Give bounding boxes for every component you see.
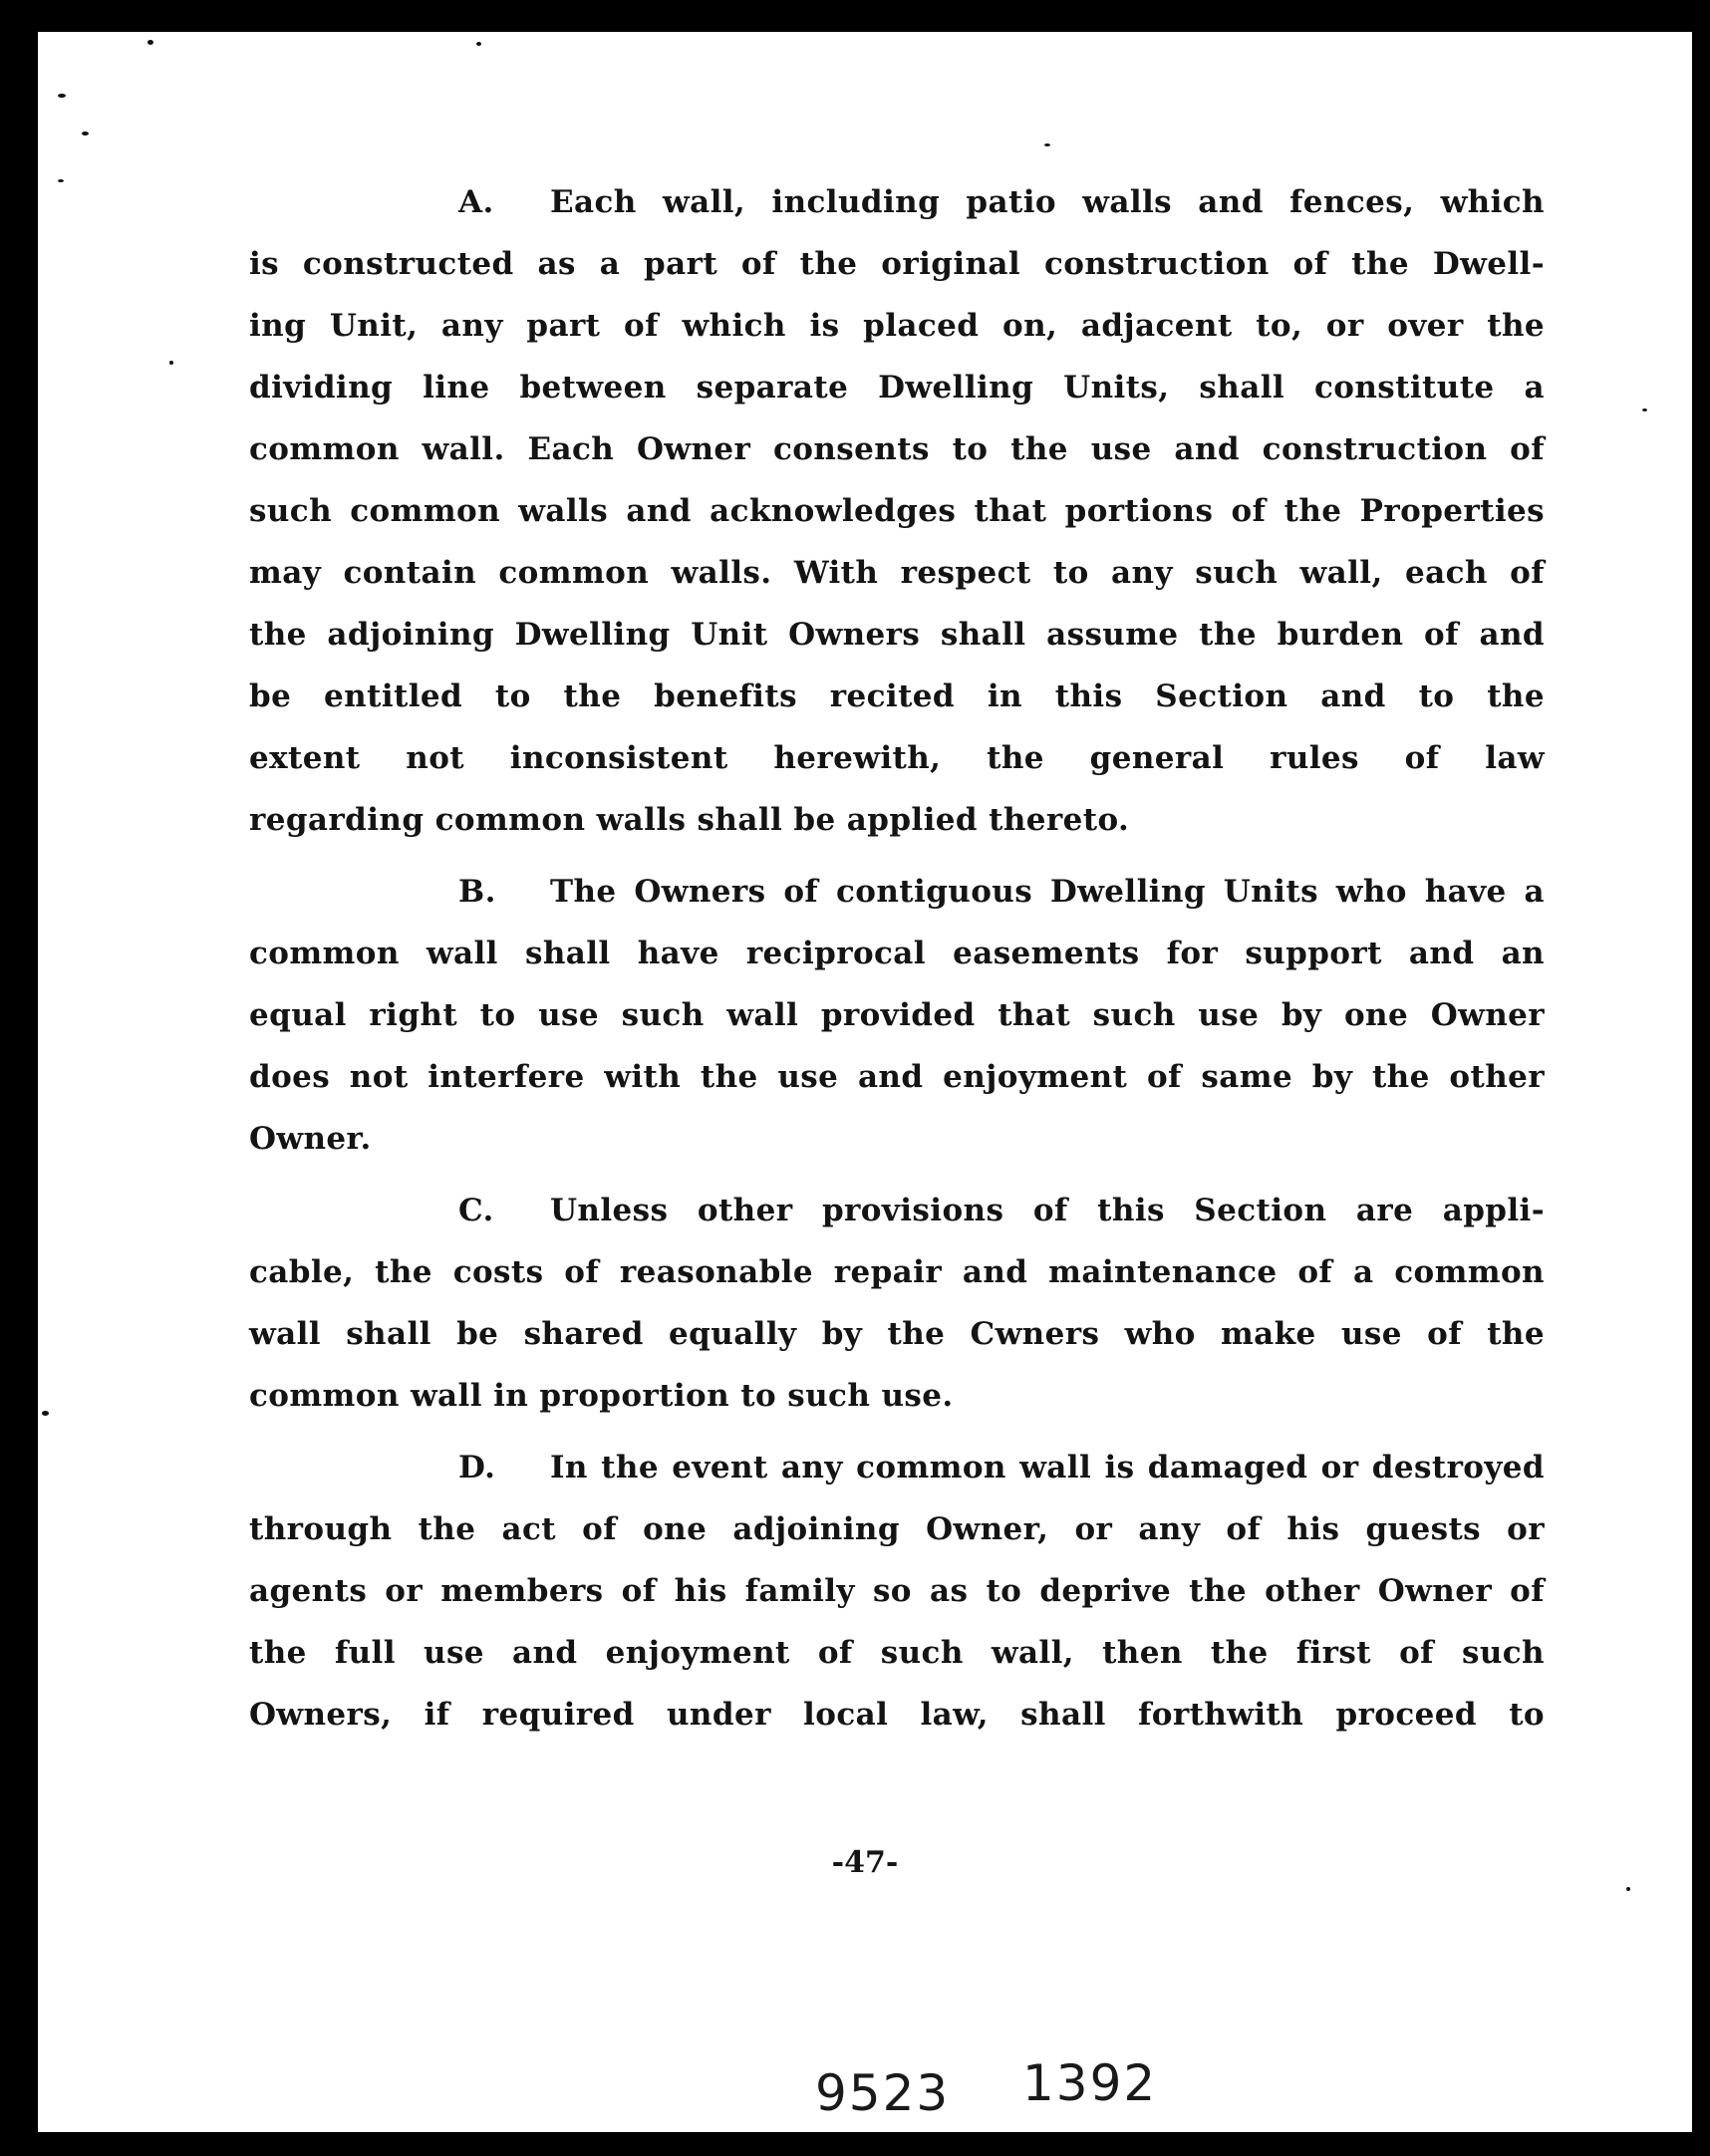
document-body <box>249 171 1545 1755</box>
paragraph-line: regarding common walls shall be applied thereto. <box>249 802 1130 838</box>
paragraph-line: may contain common walls. With respect to any such wall, each of <box>249 555 1545 591</box>
paragraph-line: the adjoining Dwelling Unit Owners shall assume the burden of and <box>249 617 1545 653</box>
paragraph-marker: D. <box>458 1450 496 1485</box>
recording-stamp-book: 9523 <box>815 2064 951 2122</box>
paragraph-line: equal right to use such wall provided that such use by one Owner <box>249 997 1545 1033</box>
paragraph-line: common wall. Each Owner consents to the use and construction of <box>249 431 1545 467</box>
paragraph-line: ing Unit, any part of which is placed on, adjacent to, or over the <box>249 308 1545 344</box>
paragraph-line: does not interfere with the use and enjoyment of same by the other <box>249 1059 1545 1095</box>
paragraph-line: B. The Owners of contiguous Dwelling Units who have a <box>249 861 1545 923</box>
scan-speck <box>1626 1887 1630 1891</box>
paragraph-c <box>249 1180 1545 1427</box>
paragraph-b <box>249 861 1545 1170</box>
paragraph-line: Owners, if required under local law, shall forthwith proceed to <box>249 1697 1545 1733</box>
paragraph-line: through the act of one adjoining Owner, or any of his guests or <box>249 1511 1545 1547</box>
paragraph-line: A. Each wall, including patio walls and fences, which <box>249 171 1545 233</box>
paragraph-marker: A. <box>458 184 494 220</box>
scan-speck <box>58 94 66 98</box>
paragraph-marker: C. <box>458 1193 494 1228</box>
document-page <box>38 32 1692 2132</box>
paragraph-line: common wall in proportion to such use. <box>249 1378 954 1414</box>
paragraph-line: agents or members of his family so as to deprive the other Owner of <box>249 1573 1545 1609</box>
paragraph-marker: B. <box>458 874 496 910</box>
paragraph-line: the full use and enjoyment of such wall, then the first of such <box>249 1635 1545 1671</box>
scan-speck <box>58 179 64 182</box>
paragraph-d <box>249 1437 1545 1746</box>
paragraph-a <box>249 171 1545 851</box>
paragraph-line: D. In the event any common wall is damaged or destroyed <box>249 1437 1545 1498</box>
paragraph-line: is constructed as a part of the original construction of the Dwell- <box>249 246 1545 282</box>
paragraph-line: common wall shall have reciprocal easements for support and an <box>249 936 1545 971</box>
paragraph-line: C. Unless other provisions of this Section are appli- <box>249 1180 1545 1241</box>
scan-speck <box>82 132 89 135</box>
scan-speck <box>42 1411 49 1416</box>
paragraph-line: be entitled to the benefits recited in this Section and to the <box>249 678 1545 714</box>
scan-speck <box>476 42 481 46</box>
paragraph-line: extent not inconsistent herewith, the general rules of law <box>249 740 1545 776</box>
paragraph-line: dividing line between separate Dwelling Units, shall constitute a <box>249 370 1545 405</box>
paragraph-line: Owner. <box>249 1121 372 1157</box>
scan-speck <box>169 361 173 365</box>
paragraph-line: such common walls and acknowledges that portions of the Properties <box>249 493 1545 529</box>
scan-speck <box>1642 408 1647 411</box>
scan-speck <box>147 40 153 45</box>
page-number: -47- <box>831 1845 899 1880</box>
paragraph-line: wall shall be shared equally by the Cwners who make use of the <box>249 1316 1545 1352</box>
paragraph-line: cable, the costs of reasonable repair and maintenance of a common <box>249 1254 1545 1290</box>
recording-stamp-page: 1392 <box>1022 2054 1158 2112</box>
scan-speck <box>1044 143 1050 146</box>
